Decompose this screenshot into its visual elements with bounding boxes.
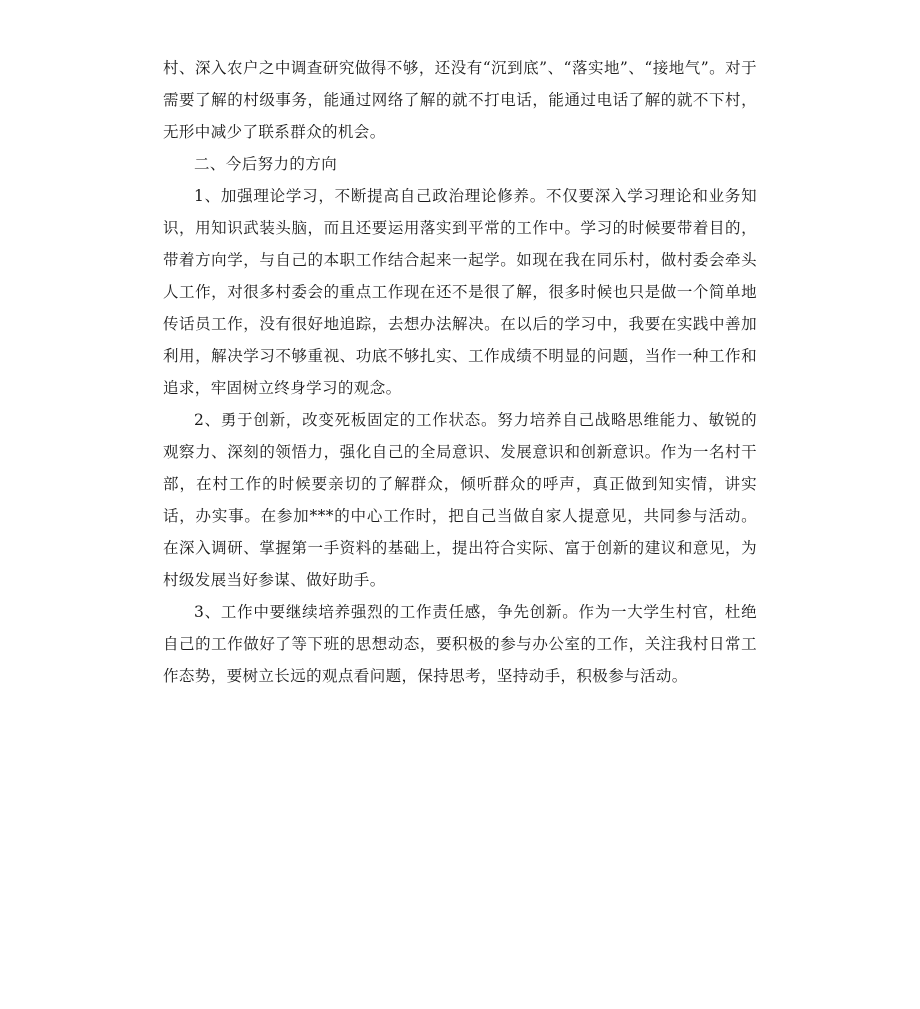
paragraph-item-2: 2、勇于创新，改变死板固定的工作状态。努力培养自己战略思维能力、敏锐的观察力、深刻的领悟力，强化自己的全局意识、发展意识和创新意识。作为一名村干部，在村工作的时候要亲切的了解群众，倾听群众的呼声，真正做到知实情，讲实话，办实事。在参加***的中心工作时，把自己当做自家人提意见，共同参与活动。在深入调研、掌握第一手资料的基础上，提出符合实际、富于创新的建议和意见，为村级发展当好参谋、做好助手。 xyxy=(163,411,757,589)
paragraph-continuation: 村、深入农户之中调查研究做得不够，还没有“沉到底”、“落实地”、“接地气”。对于需要了解的村级事务，能通过网络了解的就不打电话，能通过电话了解的就不下村，无形中减少了联系群众的机会。 xyxy=(163,59,757,141)
paragraph-item-1: 1、加强理论学习，不断提高自己政治理论修养。不仅要深入学习理论和业务知识，用知识武装头脑，而且还要运用落实到平常的工作中。学习的时候要带着目的，带着方向学，与自己的本职工作结合起来一起学。如现在我在同乐村，做村委会牵头人工作，对很多村委会的重点工作现在还不是很了解，很多时候也只是做一个简单地传话员工作，没有很好地追踪，去想办法解决。在以后的学习中，我要在实践中善加利用，解决学习不够重视、功底不够扎实、工作成绩不明显的问题，当作一种工作和追求，牢固树立终身学习的观念。 xyxy=(163,187,757,397)
document-body xyxy=(163,52,757,692)
section-heading: 二、今后努力的方向 xyxy=(194,155,338,173)
paragraph-item-3: 3、工作中要继续培养强烈的工作责任感，争先创新。作为一大学生村官，杜绝自己的工作做好了等下班的思想动态，要积极的参与办公室的工作，关注我村日常工作态势，要树立长远的观点看问题，保持思考，坚持动手，积极参与活动。 xyxy=(163,603,757,685)
